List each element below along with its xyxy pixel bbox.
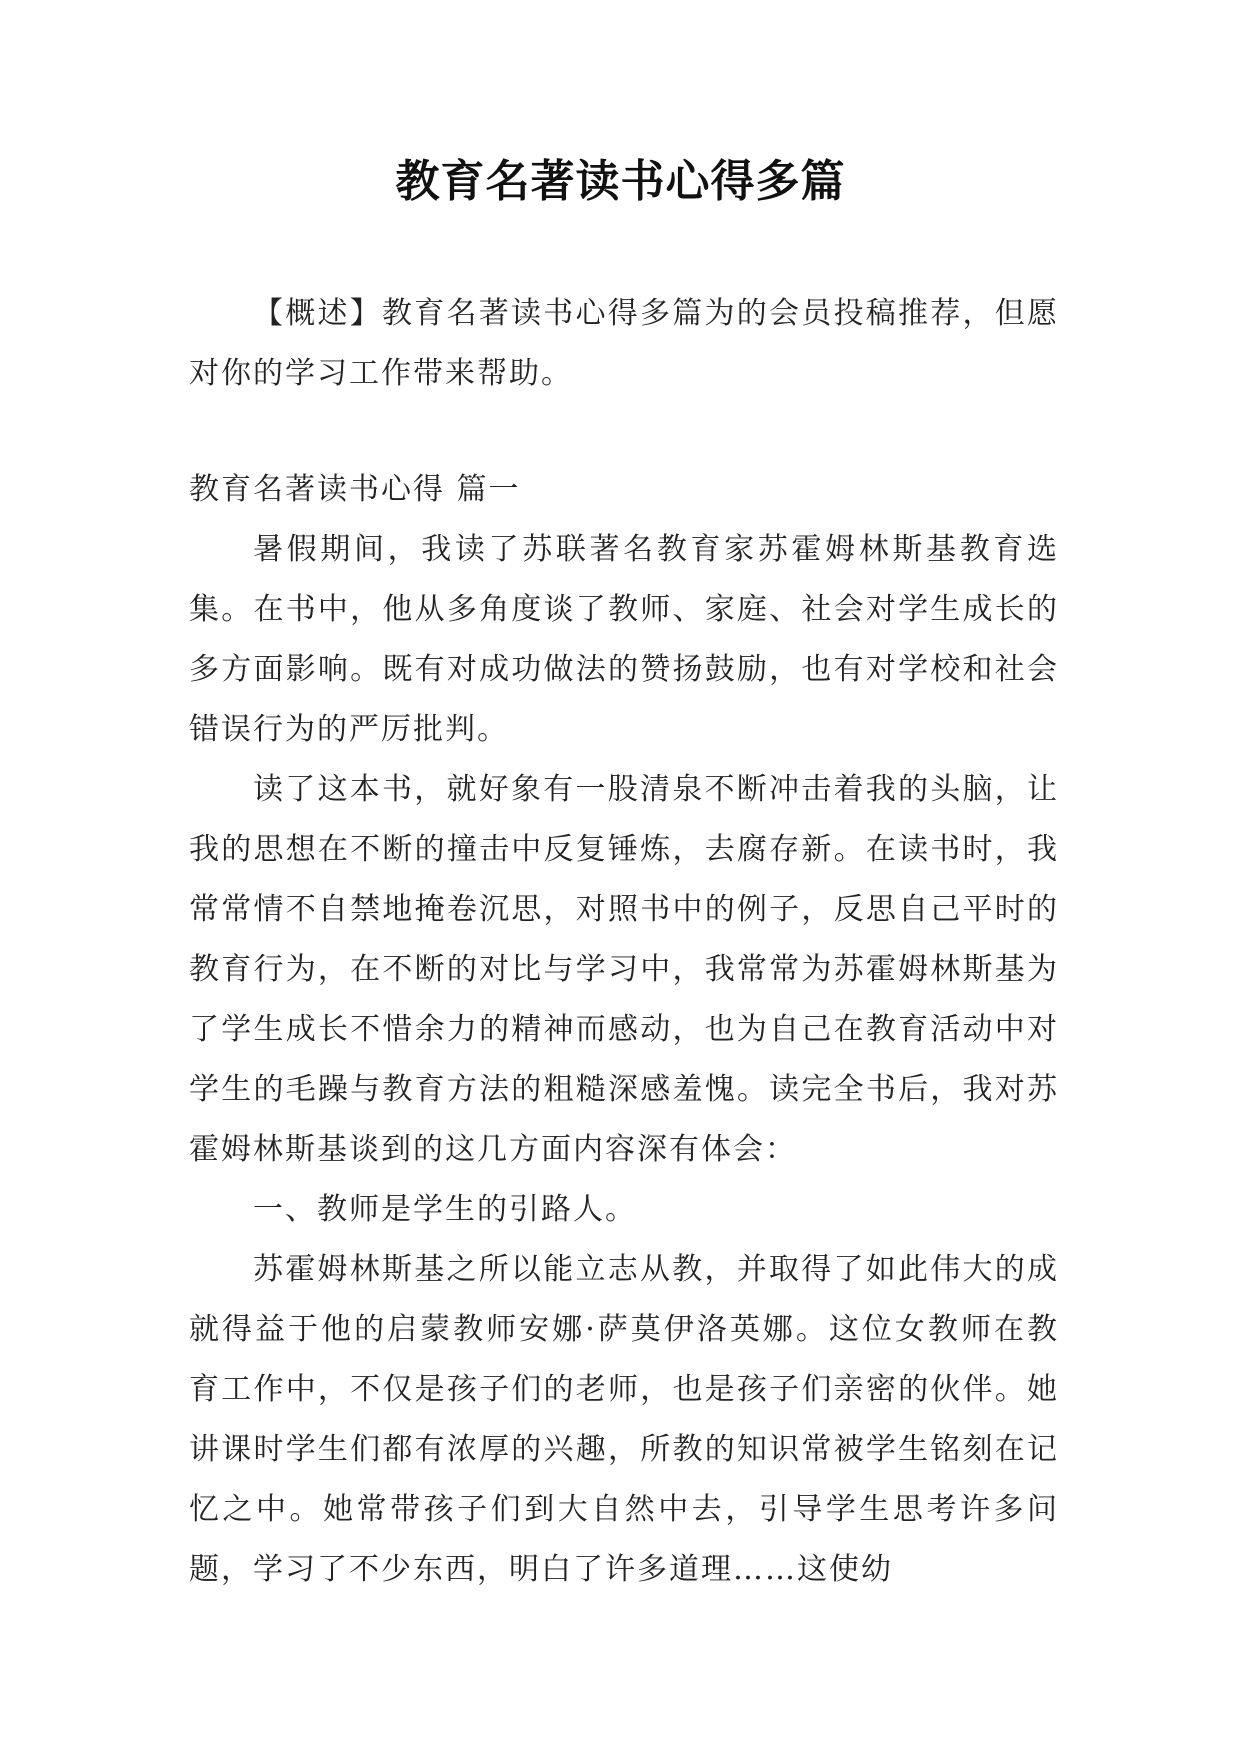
summary-block xyxy=(189,284,1059,404)
summary-paragraph: 【概述】教育名著读书心得多篇为的会员投稿推荐，但愿对你的学习工作带来帮助。 xyxy=(189,296,1059,391)
body-paragraph: 暑假期间，我读了苏联著名教育家苏霍姆林斯基教育选集。在书中，他从多角度谈了教师、家庭、社会对学生成长的多方面影响。既有对成功做法的赞扬鼓励，也有对学校和社会错误行为的严厉批判。 xyxy=(189,532,1059,747)
document-title: 教育名著读书心得多篇 xyxy=(395,156,846,207)
article-body xyxy=(189,460,1059,1600)
section-heading: 教育名著读书心得 篇一 xyxy=(189,472,521,507)
body-paragraph: 读了这本书，就好象有一股清泉不断冲击着我的头脑，让我的思想在不断的撞击中反复锤炼，去腐存新。在读书时，我常常情不自禁地掩卷沉思，对照书中的例子，反思自己平时的教育行为，在不断的对比与学习中，我常常为苏霍姆林斯基为了学生成长不惜余力的精神而感动，也为自己在教育活动中对学生的毛躁与教育方法的粗糙深感羞愧。读完全书后，我对苏霍姆林斯基谈到的这几方面内容深有体会： xyxy=(189,772,1059,1167)
body-paragraph: 苏霍姆林斯基之所以能立志从教，并取得了如此伟大的成就得益于他的启蒙教师安娜·萨莫伊洛英娜。这位女教师在教育工作中，不仅是孩子们的老师，也是孩子们亲密的伙伴。她讲课时学生们都有浓厚的兴趣，所教的知识常被学生铭刻在记忆之中。她常带孩子们到大自然中去，引导学生思考许多问题，学习了不少东西，明白了许多道理……这使幼 xyxy=(189,1252,1059,1587)
point-heading: 一、教师是学生的引路人。 xyxy=(253,1192,637,1227)
